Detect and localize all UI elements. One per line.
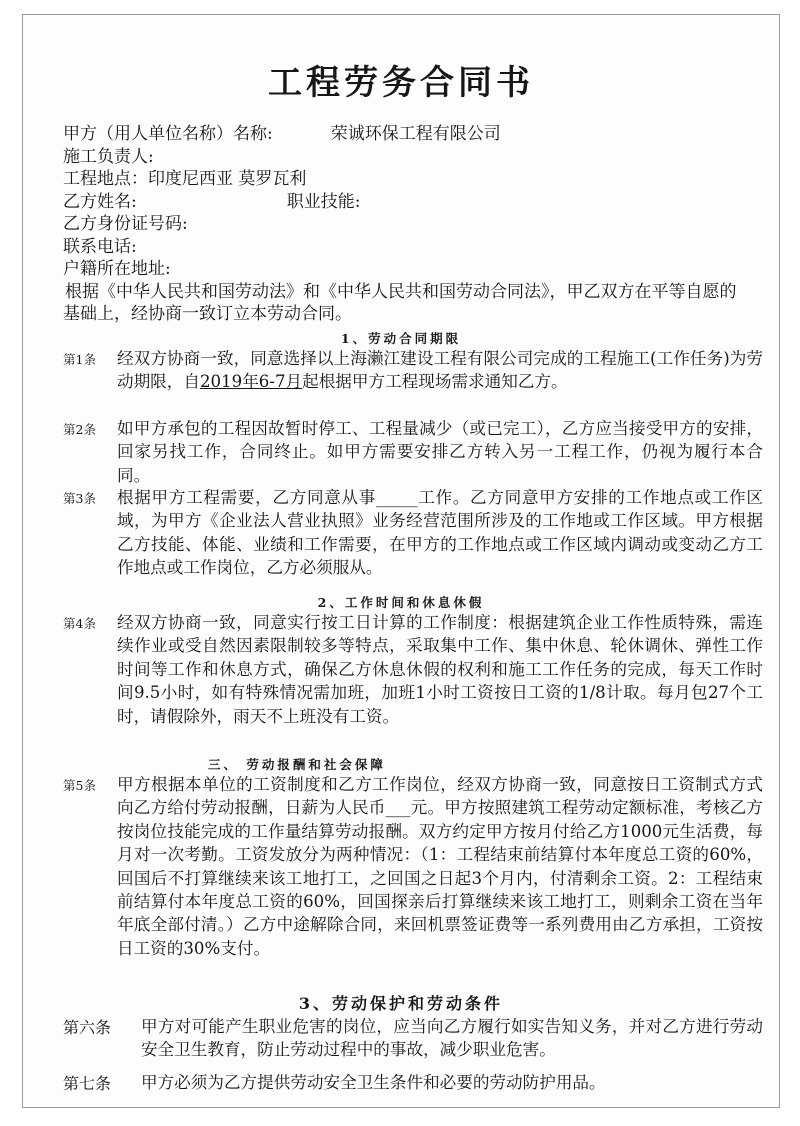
contract-page (22, 14, 780, 1108)
article-7 (63, 1071, 763, 1095)
article-number: 第1条 (63, 352, 96, 367)
party-a-row (63, 123, 753, 146)
intro-paragraph: 根据《中华人民共和国劳动法》和《中华人民共和国劳动合同法》，甲乙双方在平等自愿的基础上，经协商一致订立本劳动合同。 (63, 282, 737, 324)
party-a-label: 甲方（用人单位名称）名称: (63, 124, 273, 144)
article-text-part: 经双方协商一致，同意选择以上海濑江建设工程有限公司完成的工程施工(工作任务)为劳动期限，自 (117, 349, 763, 392)
article-text: 如甲方承包的工程因故暂时停工、工程量减少（或已完工），乙方应当接受甲方的安排，回家另找工作，合同终止。如甲方需要安排乙方转入另一工程工作，仍视为履行本合同。 (117, 419, 763, 485)
article-text: 甲方根据本单位的工资制度和乙方工作岗位，经双方协商一致，同意按日工资制式方式向乙方给付劳动报酬，日薪为人民币___元。甲方按照建筑工程劳动定额标准，考核乙方按岗位技能完成的工作量结算劳动报酬。双方约定甲方按月付给乙方1000元生活费，每月对一次考勤。工资发放分为两种情况：（1：工程结束前结算付本年度总工资的60%，回国后不打算继续来该工地打工，之回国之日起3个月内，付清剩余工资。2：工程结束前结算付本年度总工资的60%，回国探亲后打算继续来该工地打工，则剩余工资在当年年底全部付清。）乙方中途解除合同，来回机票签证费等一系列费用由乙方承担，工资按日工资的30%支付。 (117, 775, 763, 958)
party-info-block (63, 123, 753, 281)
article-text-part: 起根据甲方工程现场需求通知乙方。 (302, 372, 568, 392)
article-number: 第3条 (63, 491, 96, 506)
article-6 (63, 1015, 763, 1062)
article-number: 第六条 (63, 1018, 112, 1037)
article-number: 第4条 (63, 616, 96, 631)
term-period: 2019年6-7月 (199, 372, 303, 392)
site-manager-row: 施工负责人: (63, 146, 154, 167)
section-heading-4: 3、劳动保护和劳动条件 (298, 994, 504, 1013)
article-text: 甲方对可能产生职业危害的岗位，应当向乙方履行如实告知义务，并对乙方进行劳动安全卫生教育，防止劳动过程中的事故，减少职业危害。 (141, 1017, 763, 1060)
party-a-name: 荣诚环保工程有限公司 (330, 124, 501, 144)
site-location-row: 工程地点：印度尼西亚 莫罗瓦利 (63, 169, 307, 189)
article-number: 第七条 (63, 1074, 112, 1093)
article-text: 甲方必须为乙方提供劳动安全卫生条件和必要的劳动防护用品。 (141, 1073, 606, 1092)
party-b-row (63, 191, 753, 214)
article-5 (63, 773, 763, 960)
article-4 (63, 611, 763, 728)
document-title: 工程劳务合同书 (268, 63, 534, 103)
address-row: 户籍所在地址: (63, 259, 171, 279)
id-number-row: 乙方身份证号码: (63, 214, 188, 234)
article-3 (63, 486, 763, 580)
section-heading-3: 三、 劳动报酬和社会保障 (208, 757, 386, 772)
article-text (117, 347, 763, 394)
article-text: 经双方协商一致，同意实行按工日计算的工作制度：根据建筑企业工作性质特殊，需连续作业或受自然因素限制较多等特点，采取集中工作、集中休息、轮休调休、弹性工作时间等工作和休息方式，确保乙方休息休假的权利和施工工作任务的完成，每天工作时间9.5小时，如有特殊情况需加班，加班1小时工资按日工资的1/8计取。每月包27个工时，请假除外，雨天不上班没有工资。 (117, 613, 763, 726)
article-number: 第2条 (63, 422, 96, 437)
section-heading-2: 2、工作时间和休息休假 (317, 595, 485, 610)
phone-row: 联系电话: (63, 236, 137, 257)
article-number: 第5条 (63, 778, 96, 793)
party-b-name-label: 乙方姓名: (63, 191, 137, 212)
skill-label: 职业技能: (286, 191, 361, 212)
section-heading-1: 1、劳动合同期限 (340, 331, 462, 346)
article-1 (63, 347, 763, 394)
article-text: 根据甲方工程需要，乙方同意从事_____工作。乙方同意甲方安排的工作地点或工作区域，为甲方《企业法人营业执照》业务经营范围所涉及的工作地或工作区域。甲方根据乙方技能、体能、业绩和工作需要，在甲方的工作地点或工作区域内调动或变动乙方工作地点或工作岗位，乙方必须服从。 (117, 488, 763, 578)
article-2 (63, 417, 763, 487)
